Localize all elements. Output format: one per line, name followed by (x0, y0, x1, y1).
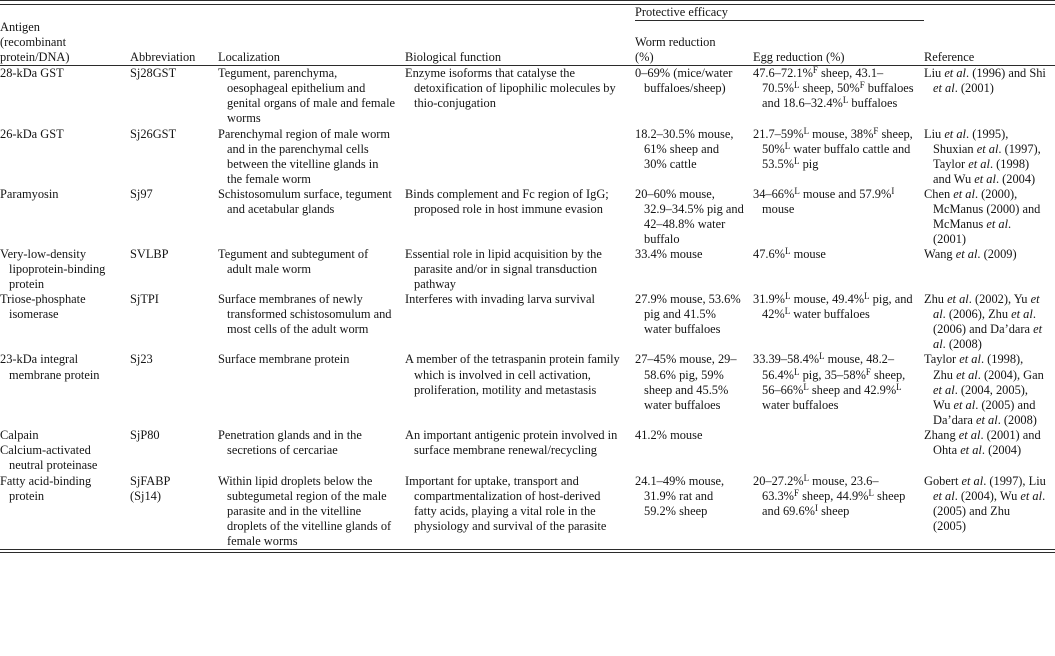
cell-worm-reduction-text: 0–69% (mice/water buffaloes/sheep) (635, 66, 733, 96)
cell-reference (924, 247, 1055, 292)
cell-egg-reduction-text: 31.9%$^L$ mouse, 49.4%$^L$ pig, and 42%$^L$ water buffaloes (753, 291, 913, 322)
cell-reference (924, 428, 1055, 474)
cell-egg-reduction (753, 292, 924, 352)
cell-egg-reduction (753, 127, 924, 187)
cell-abbreviation (130, 187, 218, 247)
cell-reference (924, 187, 1055, 247)
cell-reference (924, 474, 1055, 549)
cell-abbreviation-text: Sj23 (130, 352, 153, 367)
cell-antigen (0, 187, 130, 247)
cell-reference-text: Liu et al. (1995), Shuxian et al. (1997), Taylor et al. (1998) and Wu et al. (2004) (924, 126, 1041, 186)
cell-worm-reduction (635, 187, 753, 247)
table-row (0, 247, 1055, 292)
table-row (0, 292, 1055, 352)
cell-antigen (0, 352, 130, 427)
cell-antigen-text: 28-kDa GST (0, 66, 64, 81)
cell-worm-reduction-text: 41.2% mouse (635, 427, 703, 442)
cell-worm-reduction (635, 474, 753, 549)
cell-localization-text: Surface membrane protein (218, 352, 350, 367)
cell-biological-function-text: Binds complement and Fc region of IgG; proposed role in host immune evasion (405, 186, 609, 216)
cell-reference-text: Chen et al. (2000), McManus (2000) and McManus et al. (2001) (924, 186, 1041, 246)
cell-localization (218, 292, 405, 352)
column-header-antigen (0, 20, 130, 66)
cell-reference-text: Liu et al. (1996) and Shi et al. (2001) (924, 66, 1046, 96)
table-row (0, 474, 1055, 549)
cell-biological-function-text: Important for uptake, transport and compartmentalization of host-derived fatty acids, playing a vital role in the physiology and survival of the parasite (405, 473, 607, 533)
cell-localization (218, 247, 405, 292)
cell-worm-reduction (635, 292, 753, 352)
cell-abbreviation-text: Sj97 (130, 186, 153, 201)
cell-antigen-text: 23-kDa integral membrane protein (0, 352, 100, 382)
cell-abbreviation (130, 292, 218, 352)
cell-egg-reduction-text: 47.6–72.1%$^F$ sheep, 43.1–70.5%$^L$ sheep, 50%$^F$ buffaloes and 18.6–32.4%$^L$ buffaloes (753, 65, 914, 111)
group-header-row (0, 5, 1055, 21)
column-header-row (0, 20, 1055, 66)
table-row (0, 66, 1055, 127)
cell-antigen (0, 66, 130, 127)
cell-abbreviation (130, 428, 218, 474)
cell-abbreviation (130, 474, 218, 549)
column-header-antigen-line3: protein/DNA) (0, 50, 70, 65)
cell-reference-text: Wang et al. (2009) (924, 247, 1017, 261)
cell-egg-reduction-text: 34–66%$^L$ mouse and 57.9%$^I$ mouse (753, 185, 895, 216)
table-row (0, 428, 1055, 474)
antigen-vaccine-candidates-table (0, 5, 1055, 549)
cell-antigen-text: Paramyosin (0, 186, 59, 201)
cell-reference-text: Taylor et al. (1998), Zhu et al. (2004), Gan et al. (2004, 2005), Wu et al. (2005) and Da’dara et al. (2008) (924, 352, 1044, 427)
cell-reference (924, 127, 1055, 187)
column-header-antigen-line2: (recombinant (0, 35, 67, 50)
table-header (0, 5, 1055, 66)
group-header-protective-efficacy: Protective efficacy (635, 5, 924, 21)
group-head-spacer-antigen (0, 5, 130, 21)
cell-antigen-text: 26-kDa GST (0, 126, 64, 141)
cell-antigen-text: Very-low-density lipoprotein-binding protein (0, 247, 106, 292)
column-header-antigen-line1: Antigen (0, 20, 40, 35)
cell-abbreviation (130, 66, 218, 127)
column-header-abbreviation: Abbreviation (130, 20, 218, 66)
column-header-worm-reduction-line1: Worm reduction (635, 35, 716, 50)
cell-worm-reduction-text: 18.2–30.5% mouse, 61% sheep and 30% cattle (635, 126, 734, 171)
group-head-spacer-reference (924, 5, 1055, 21)
cell-abbreviation-text: SVLBP (130, 247, 169, 261)
cell-worm-reduction-text: 24.1–49% mouse, 31.9% rat and 59.2% sheep (635, 473, 725, 518)
cell-biological-function (405, 428, 635, 474)
cell-abbreviation-text: (Sj14) (130, 489, 161, 504)
cell-biological-function-text: An important antigenic protein involved in surface membrane renewal/recycling (405, 427, 618, 457)
table-top-rule-outer (0, 0, 1055, 1)
group-head-spacer-localization (218, 5, 405, 21)
cell-biological-function (405, 187, 635, 247)
cell-worm-reduction (635, 247, 753, 292)
cell-worm-reduction-text: 27–45% mouse, 29–58.6% pig, 59% sheep and 45.5% water buffaloes (635, 352, 737, 412)
cell-abbreviation (130, 247, 218, 292)
cell-localization-text: Parenchymal region of male worm and in the parenchymal cells between the vitelline glands in the female worm (218, 126, 391, 186)
cell-worm-reduction-text: 33.4% mouse (635, 247, 703, 261)
cell-abbreviation-text: Sj26GST (130, 126, 177, 141)
cell-egg-reduction (753, 352, 924, 427)
cell-antigen (0, 428, 130, 474)
cell-biological-function (405, 352, 635, 427)
cell-localization (218, 352, 405, 427)
cell-localization-text: Surface membranes of newly transformed schistosomulum and most cells of the adult worm (218, 292, 392, 337)
table-row (0, 187, 1055, 247)
cell-reference (924, 352, 1055, 427)
cell-antigen-text: Triose-phosphate isomerase (0, 292, 86, 322)
cell-biological-function (405, 127, 635, 187)
cell-reference-text: Zhang et al. (2001) and Ohta et al. (2004) (924, 427, 1041, 457)
cell-abbreviation (130, 352, 218, 427)
cell-localization (218, 187, 405, 247)
cell-antigen (0, 292, 130, 352)
cell-localization (218, 66, 405, 127)
column-header-biological-function: Biological function (405, 20, 635, 66)
cell-localization-text: Tegument and subtegument of adult male worm (218, 247, 369, 277)
cell-abbreviation-text: SjTPI (130, 292, 159, 307)
cell-biological-function (405, 247, 635, 292)
cell-abbreviation-text: SjFABP (130, 473, 171, 488)
cell-egg-reduction-text: 47.6%$^L$ mouse (753, 245, 826, 261)
cell-biological-function-text: Interferes with invading larva survival (405, 292, 595, 307)
column-header-reference: Reference (924, 20, 1055, 66)
cell-reference-text: Zhu et al. (2002), Yu et al. (2006), Zhu et al. (2006) and Da’dara et al. (2008) (924, 292, 1043, 352)
cell-antigen-text: Fatty acid-binding protein (0, 473, 92, 503)
cell-antigen (0, 247, 130, 292)
cell-biological-function-text: Essential role in lipid acquisition by the parasite and/or in signal transduction pathway (405, 247, 602, 292)
cell-localization-text: Within lipid droplets below the subtegumetal region of the male parasite and in the vitelline droplets of the vitelline glands of female worms (218, 473, 392, 548)
cell-localization (218, 474, 405, 549)
cell-antigen-text: Calcium-activated neutral proteinase (0, 443, 98, 473)
cell-egg-reduction (753, 66, 924, 127)
cell-biological-function (405, 474, 635, 549)
table-body (0, 66, 1055, 549)
cell-localization (218, 127, 405, 187)
cell-worm-reduction (635, 352, 753, 427)
cell-reference (924, 66, 1055, 127)
cell-antigen (0, 474, 130, 549)
cell-worm-reduction (635, 66, 753, 127)
column-header-worm-reduction-line2: (%) (635, 50, 654, 65)
cell-egg-reduction-text: 21.7–59%$^L$ mouse, 38%$^F$ sheep, 50%$^L$ water buffalo cattle and 53.5%$^L$ pig (753, 125, 913, 171)
cell-egg-reduction (753, 428, 924, 474)
table-bottom-rule-inner (0, 552, 1055, 553)
cell-localization-text: Tegument, parenchyma, oesophageal epithelium and genital organs of male and female worms (218, 66, 396, 126)
cell-egg-reduction (753, 247, 924, 292)
cell-egg-reduction-text: 20–27.2%$^L$ mouse, 23.6–63.3%$^F$ sheep, 44.9%$^L$ sheep and 69.6%$^I$ sheep (753, 472, 906, 518)
cell-worm-reduction-text: 20–60% mouse, 32.9–34.5% pig and 42–48.8% water buffalo (635, 186, 744, 246)
cell-localization-text: Schistosomulum surface, tegument and acetabular glands (218, 186, 392, 216)
table-row (0, 127, 1055, 187)
table-row (0, 352, 1055, 427)
cell-antigen-text: Calpain (0, 427, 39, 442)
cell-abbreviation (130, 127, 218, 187)
cell-reference (924, 292, 1055, 352)
cell-egg-reduction-text: 33.39–58.4%$^L$ mouse, 48.2–56.4%$^L$ pig, 35–58%$^F$ sheep, 56–66%$^L$ sheep and 42.9%$^L$ water buffaloes (753, 351, 906, 412)
cell-worm-reduction-text: 27.9% mouse, 53.6% pig and 41.5% water buffaloes (635, 292, 741, 337)
column-header-worm-reduction (635, 20, 753, 66)
cell-reference-text: Gobert et al. (1997), Liu et al. (2004), Wu et al. (2005) and Zhu (2005) (924, 473, 1046, 533)
cell-localization (218, 428, 405, 474)
column-header-localization: Localization (218, 20, 405, 66)
cell-localization-text: Penetration glands and in the secretions of cercariae (218, 427, 362, 457)
cell-biological-function-text: Enzyme isoforms that catalyse the detoxification of lipophilic molecules by thio-conjugation (405, 66, 616, 111)
group-head-spacer-abbrev (130, 5, 218, 21)
table-bottom-rule-outer (0, 549, 1055, 550)
cell-worm-reduction (635, 127, 753, 187)
cell-egg-reduction (753, 474, 924, 549)
cell-biological-function (405, 292, 635, 352)
cell-biological-function-text: A member of the tetraspanin protein family which is involved in cell activation, proliferation, motility and metastasis (405, 352, 620, 397)
cell-abbreviation-text: SjP80 (130, 427, 160, 442)
column-header-egg-reduction: Egg reduction (%) (753, 20, 924, 66)
cell-abbreviation-text: Sj28GST (130, 66, 177, 81)
group-head-spacer-function (405, 5, 635, 21)
cell-worm-reduction (635, 428, 753, 474)
cell-biological-function (405, 66, 635, 127)
cell-antigen (0, 127, 130, 187)
cell-egg-reduction (753, 187, 924, 247)
